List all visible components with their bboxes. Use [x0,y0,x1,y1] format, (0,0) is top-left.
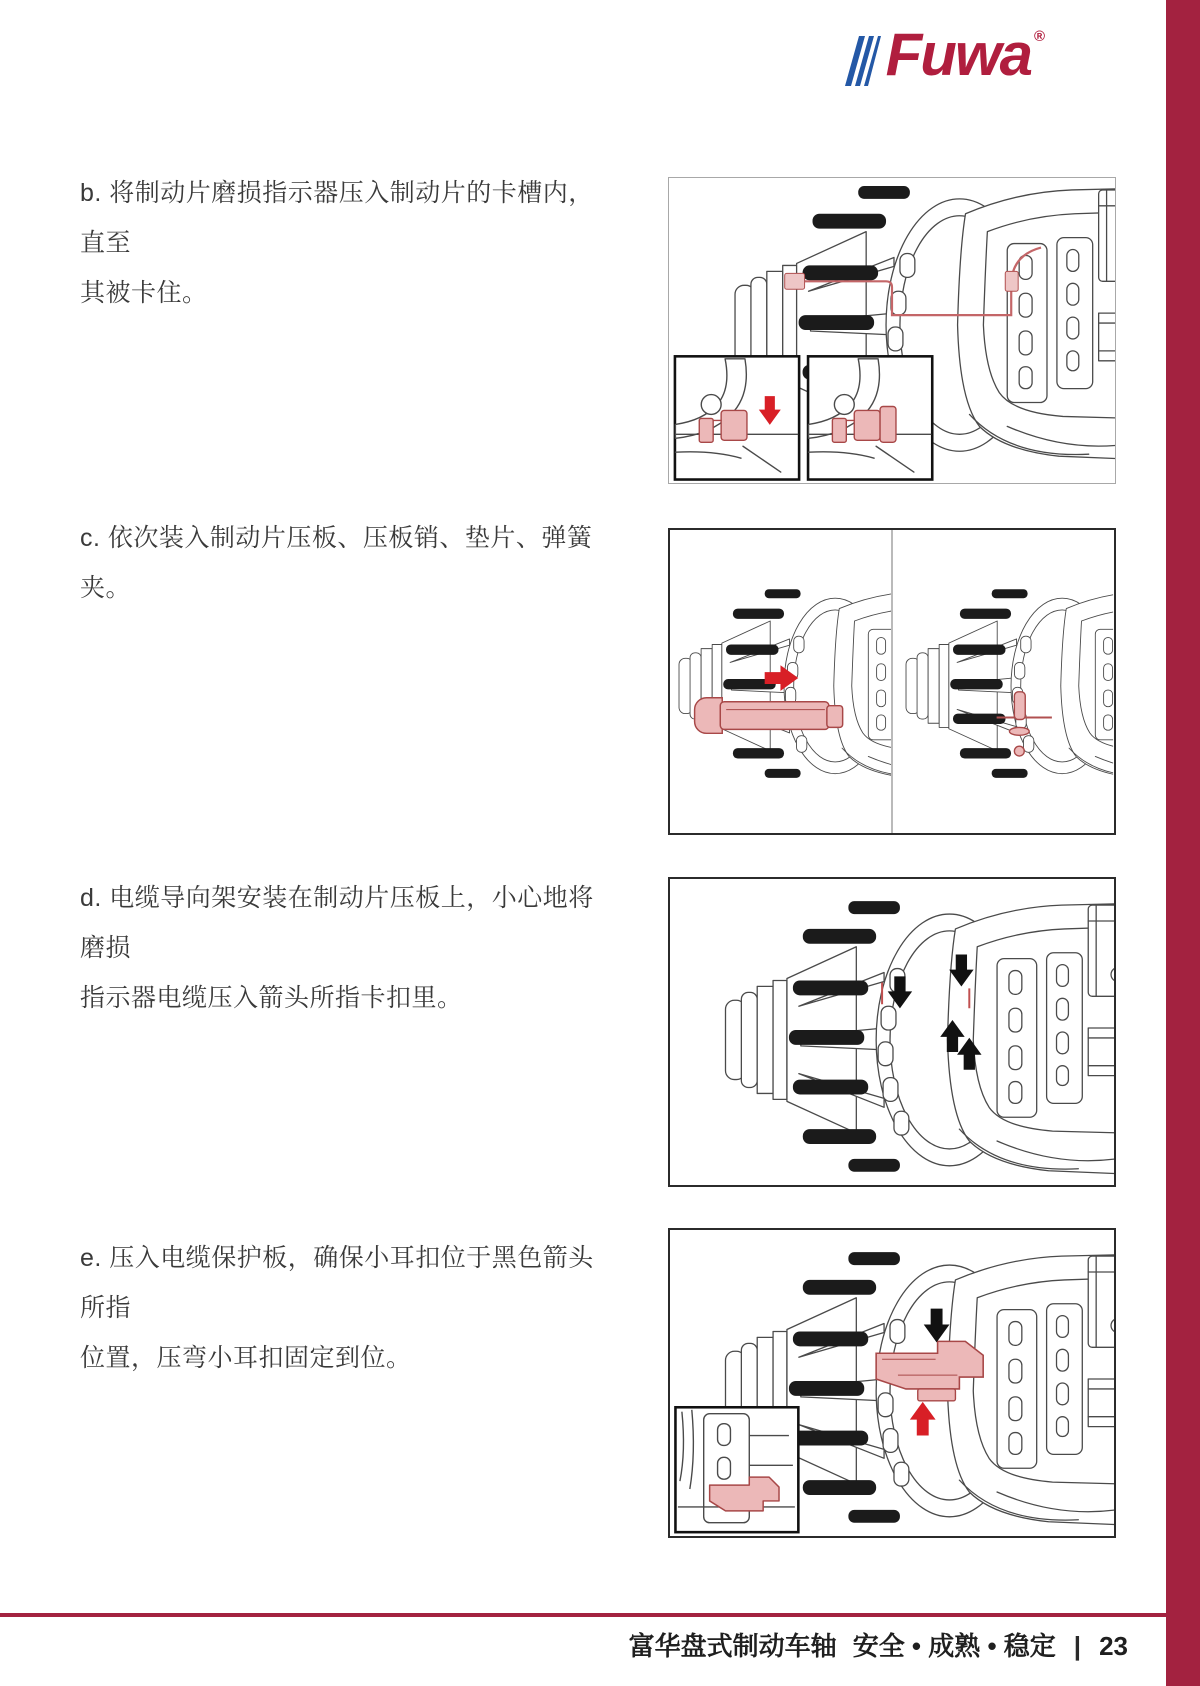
step-b-line-2: 其被卡住。 [80,279,208,307]
step-c-text [80,513,615,613]
fuwa-logo [843,21,1045,90]
step-d-text [80,873,615,1023]
page-accent-band [1166,0,1200,1686]
logo-wordmark: Fuwa [885,21,1031,88]
footer [629,1626,1128,1663]
step-e-text [80,1233,615,1383]
registered-trademark-icon: ® [1033,28,1045,45]
footer-divider: | [1073,1631,1082,1661]
footer-slogan: 安全 • 成熟 • 稳定 [852,1631,1056,1661]
footer-rule [0,1613,1200,1617]
figure-step-d [668,877,1116,1187]
step-e-line-1: e. 压入电缆保护板，确保小耳扣位于黑色箭头所指 [80,1244,594,1322]
step-d-line-2: 指示器电缆压入箭头所指卡扣里。 [80,984,463,1012]
figure-step-b [668,177,1116,484]
logo-stripes-icon [843,32,881,90]
step-e-line-2: 位置，压弯小耳扣固定到位。 [80,1344,412,1372]
figure-step-e [668,1228,1116,1538]
pad-retainer-highlight [695,698,843,734]
inset-closeup-2 [808,356,932,479]
step-c-line-1: c. 依次装入制动片压板、压板销、垫片、弹簧夹。 [80,524,593,602]
inset-closeup-e [675,1407,798,1532]
figure-step-c [668,528,1116,835]
page-number: 23 [1099,1631,1128,1661]
inset-closeup-1 [675,356,799,479]
step-d-line-1: d. 电缆导向架安装在制动片压板上，小心地将磨损 [80,884,594,962]
step-b-line-1: b. 将制动片磨损指示器压入制动片的卡槽内，直至 [80,179,594,257]
step-b-text [80,168,615,318]
footer-product-title: 富华盘式制动车轴 [628,1631,837,1661]
